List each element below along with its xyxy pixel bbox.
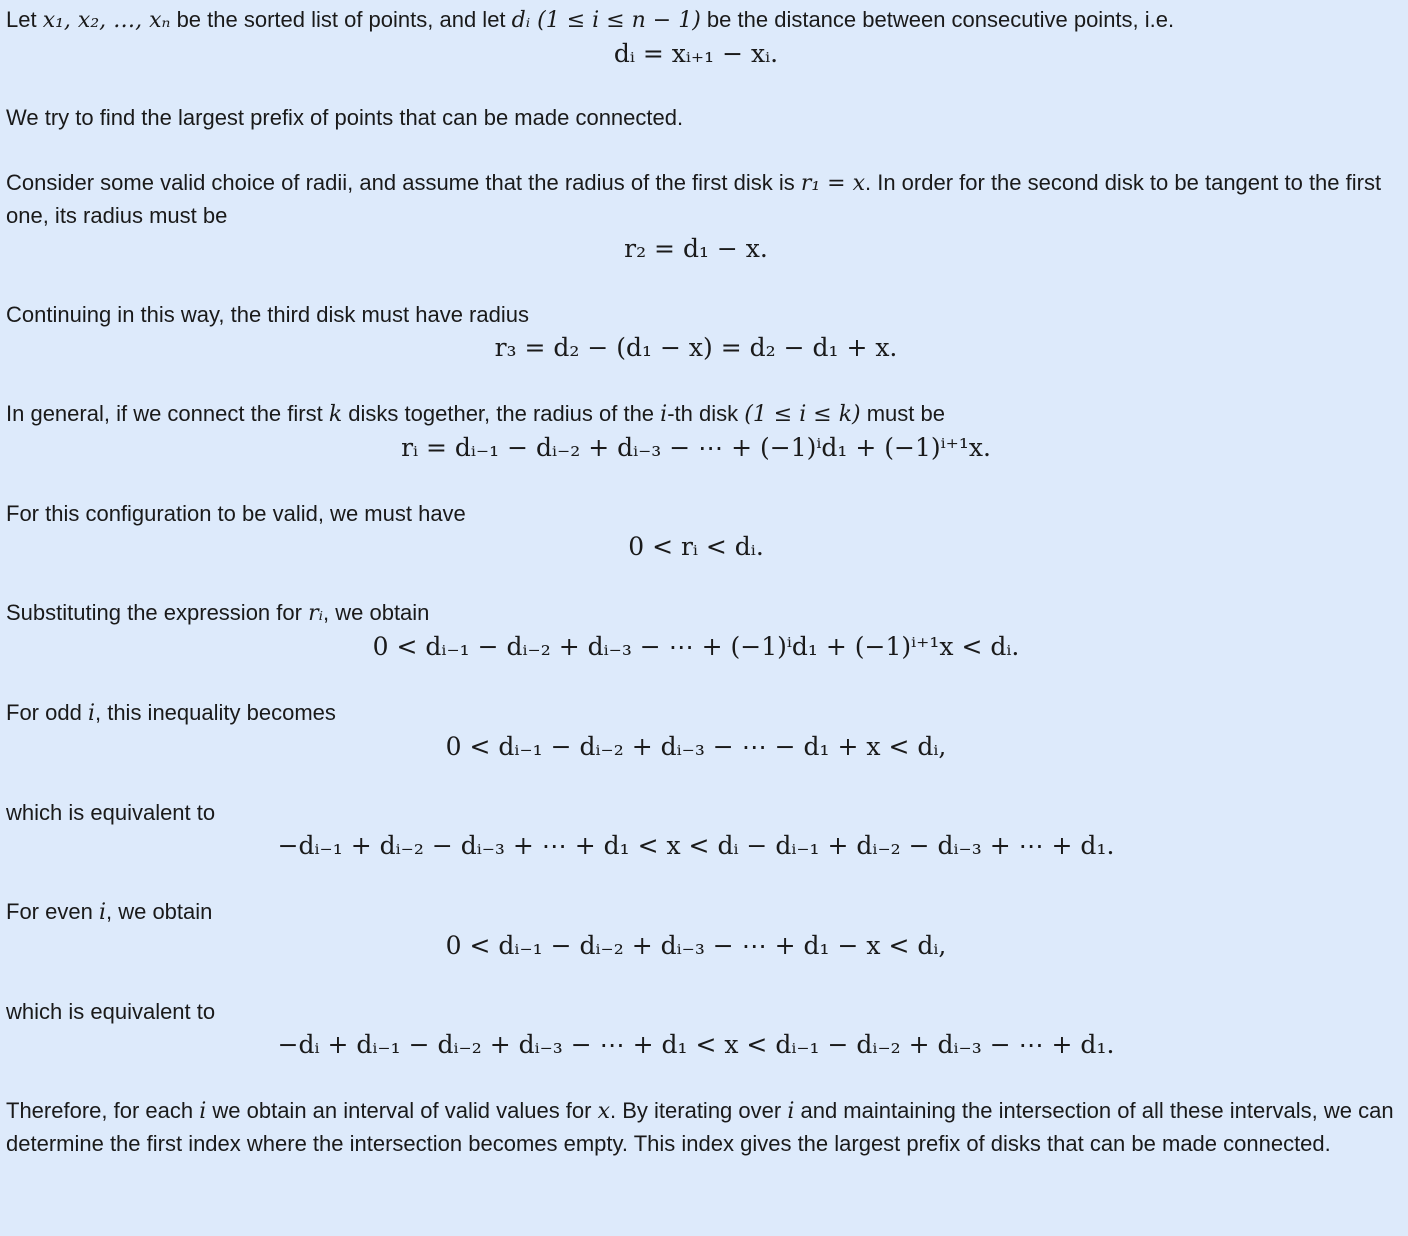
- text: In general, if we connect the first: [6, 401, 329, 426]
- paragraph-equivalent-even: which is equivalent to: [6, 999, 216, 1024]
- equation-substituted: 0 < dᵢ₋₁ − dᵢ₋₂ + dᵢ₋₃ − ⋯ + (−1)ⁱd₁ + (−1)ⁱ⁺¹x < dᵢ.: [372, 632, 1020, 661]
- text: Consider some valid choice of radii, and assume that the radius of the first disk is: [6, 170, 801, 195]
- math-distance-definition: dᵢ (1 ≤ i ≤ n − 1): [511, 8, 701, 33]
- paragraph-intro: [6, 4, 1394, 37]
- paragraph-conclusion: [6, 1095, 1394, 1160]
- paragraph-valid: For this configuration to be valid, we must have: [6, 501, 466, 526]
- math-ri: rᵢ: [308, 601, 324, 626]
- math-range: (1 ≤ i ≤ k): [744, 402, 861, 427]
- equation-r2: r₂ = d₁ − x.: [624, 234, 768, 263]
- paragraph-even: [6, 896, 1394, 929]
- equation-even-interval: −dᵢ + dᵢ₋₁ − dᵢ₋₂ + dᵢ₋₃ − ⋯ + d₁ < x < dᵢ₋₁ − dᵢ₋₂ + dᵢ₋₃ − ⋯ + d₁.: [277, 1030, 1115, 1059]
- math-r1: r₁ = x: [800, 171, 865, 196]
- text: , we obtain: [323, 600, 430, 625]
- paragraph-odd: [6, 697, 1394, 730]
- text: must be: [860, 401, 945, 426]
- paragraph-third-disk: Continuing in this way, the third disk must have radius: [6, 302, 529, 327]
- paragraph-goal: We try to find the largest prefix of points that can be made connected.: [6, 105, 684, 130]
- math-i: i: [87, 701, 95, 726]
- math-points: x₁, x₂, …, xₙ: [42, 8, 171, 33]
- equation-odd-interval: −dᵢ₋₁ + dᵢ₋₂ − dᵢ₋₃ + ⋯ + d₁ < x < dᵢ − dᵢ₋₁ + dᵢ₋₂ − dᵢ₋₃ + ⋯ + d₁.: [277, 831, 1115, 860]
- equation-even: 0 < dᵢ₋₁ − dᵢ₋₂ + dᵢ₋₃ − ⋯ + d₁ − x < dᵢ,: [445, 931, 947, 960]
- text: , we obtain: [105, 899, 213, 924]
- text: For even: [6, 899, 99, 924]
- equation-bounds: 0 < rᵢ < dᵢ.: [628, 532, 764, 561]
- paragraph-general: [6, 398, 1394, 431]
- text: , this inequality becomes: [94, 700, 336, 725]
- text: Therefore, for each: [6, 1098, 200, 1123]
- paragraph-substitute: [6, 597, 1394, 630]
- text: Let: [6, 7, 43, 32]
- math-i: i: [98, 900, 106, 925]
- math-i: i: [199, 1099, 207, 1124]
- text: be the sorted list of points, and let: [170, 7, 512, 32]
- text: we obtain an interval of valid values for: [206, 1098, 598, 1123]
- text: disks together, the radius of the: [342, 401, 661, 426]
- equation-odd: 0 < dᵢ₋₁ − dᵢ₋₂ + dᵢ₋₃ − ⋯ − d₁ + x < dᵢ,: [445, 732, 947, 761]
- math-i: i: [660, 402, 668, 427]
- math-i: i: [787, 1099, 795, 1124]
- paragraph-radii: [6, 167, 1394, 232]
- text: Substituting the expression for: [6, 600, 309, 625]
- math-x: x: [597, 1099, 611, 1124]
- text: be the distance between consecutive points, i.e.: [700, 7, 1175, 32]
- math-k: k: [328, 402, 343, 427]
- equation-distance: dᵢ = xᵢ₊₁ − xᵢ.: [613, 39, 779, 68]
- text: For odd: [6, 700, 88, 725]
- equation-r3: r₃ = d₂ − (d₁ − x) = d₂ − d₁ + x.: [494, 333, 898, 362]
- paragraph-equivalent-odd: which is equivalent to: [6, 800, 216, 825]
- equation-ri: rᵢ = dᵢ₋₁ − dᵢ₋₂ + dᵢ₋₃ − ⋯ + (−1)ⁱd₁ + (−1)ⁱ⁺¹x.: [401, 433, 991, 462]
- text: and maintaining the intersection of all these intervals, we can determine the first index where the intersection becomes empty. This index gives the largest prefix of disks that can be made connected.: [6, 1098, 1394, 1156]
- text: . By iterating over: [610, 1098, 788, 1123]
- text: . In order for the second disk to be tangent to the first one, its radius must be: [6, 170, 1382, 228]
- text: -th disk: [667, 401, 745, 426]
